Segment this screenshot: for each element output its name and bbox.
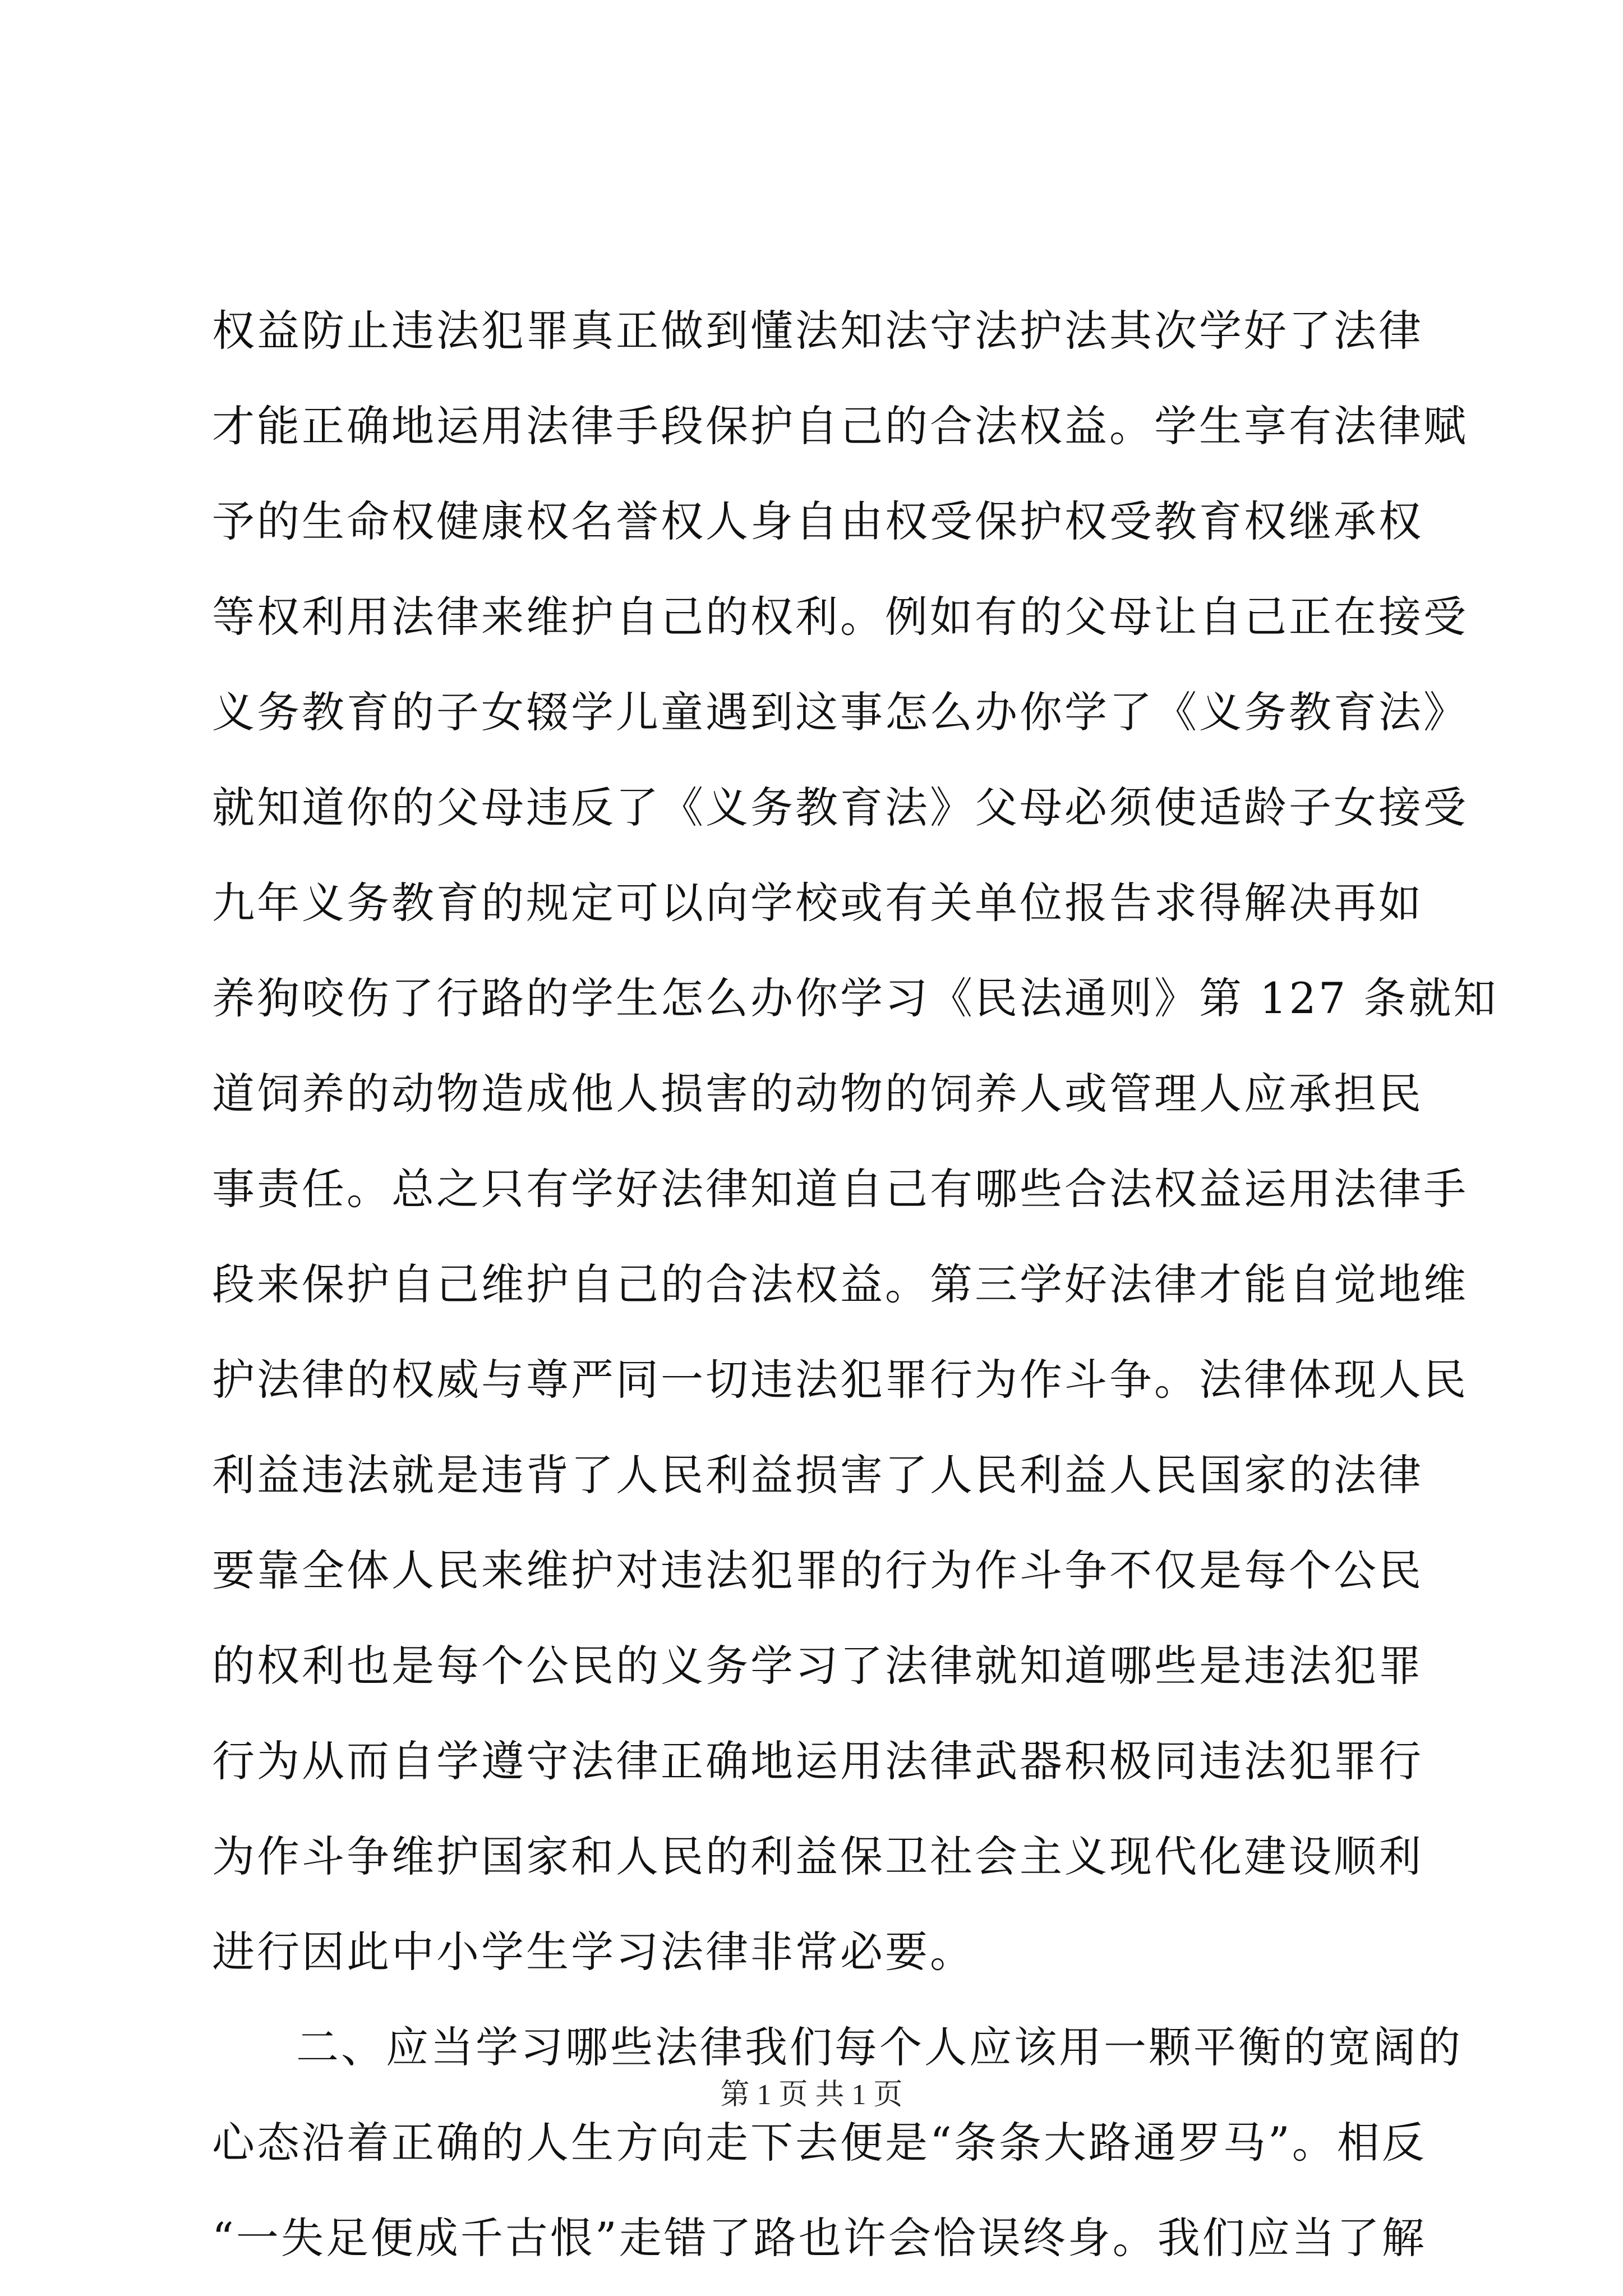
paragraph-end-line: 进行因此中小学生学习法律非常必要。	[212, 1927, 975, 1977]
text-line: 要靠全体人民来维护对违法犯罪的行为作斗争不仅是每个公民	[212, 1545, 1423, 1595]
text-line: 养狗咬伤了行路的学生怎么办你学习《民法通则》第 127 条就知	[212, 973, 1498, 1023]
text-line: 心态沿着正确的人生方向走下去便是“条条大路通罗马”。相反	[212, 2118, 1427, 2168]
text-line: 道饲养的动物造成他人损害的动物的饲养人或管理人应承担民	[212, 1069, 1423, 1119]
text-line: 行为从而自学遵守法律正确地运用法律武器积极同违法犯罪行	[212, 1736, 1423, 1786]
text-line: 等权利用法律来维护自己的权利。例如有的父母让自己正在接受	[212, 592, 1468, 642]
text-line: 予的生命权健康权名誉权人身自由权受保护权受教育权继承权	[212, 496, 1423, 546]
text-line: 利益违法就是违背了人民利益损害了人民利益人民国家的法律	[212, 1450, 1423, 1500]
text-line: 的权利也是每个公民的义务学习了法律就知道哪些是违法犯罪	[212, 1641, 1423, 1691]
text-line: 才能正确地运用法律手段保护自己的合法权益。学生享有法律赋	[212, 401, 1468, 451]
text-line: 义务教育的子女辍学儿童遇到这事怎么办你学了《义务教育法》	[212, 687, 1468, 737]
text-line: 为作斗争维护国家和人民的利益保卫社会主义现代化建设顺利	[212, 1832, 1423, 1881]
text-line: 护法律的权威与尊严同一切违法犯罪行为作斗争。法律体现人民	[212, 1355, 1468, 1405]
text-line: 就知道你的父母违反了《义务教育法》父母必须使适龄子女接受	[212, 783, 1468, 832]
body-text	[212, 283, 1498, 2286]
text-line: 事责任。总之只有学好法律知道自己有哪些合法权益运用法律手	[212, 1164, 1468, 1214]
text-line: “一失足便成千古恨”走错了路也许会恰误终身。我们应当了解	[212, 2213, 1427, 2263]
section-heading-line: 二、应当学习哪些法律我们每个人应该用一颗平衡的宽阔的	[296, 2022, 1463, 2072]
text-line: 九年义务教育的规定可以向学校或有关单位报告求得解决再如	[212, 878, 1423, 928]
text-line: 权益防止违法犯罪真正做到懂法知法守法护法其次学好了法律	[212, 306, 1423, 356]
page-number-label: 第 1 页 共 1 页	[720, 2079, 903, 2111]
page-footer	[0, 2076, 1623, 2115]
text-line: 段来保护自己维护自己的合法权益。第三学好法律才能自觉地维	[212, 1259, 1468, 1309]
